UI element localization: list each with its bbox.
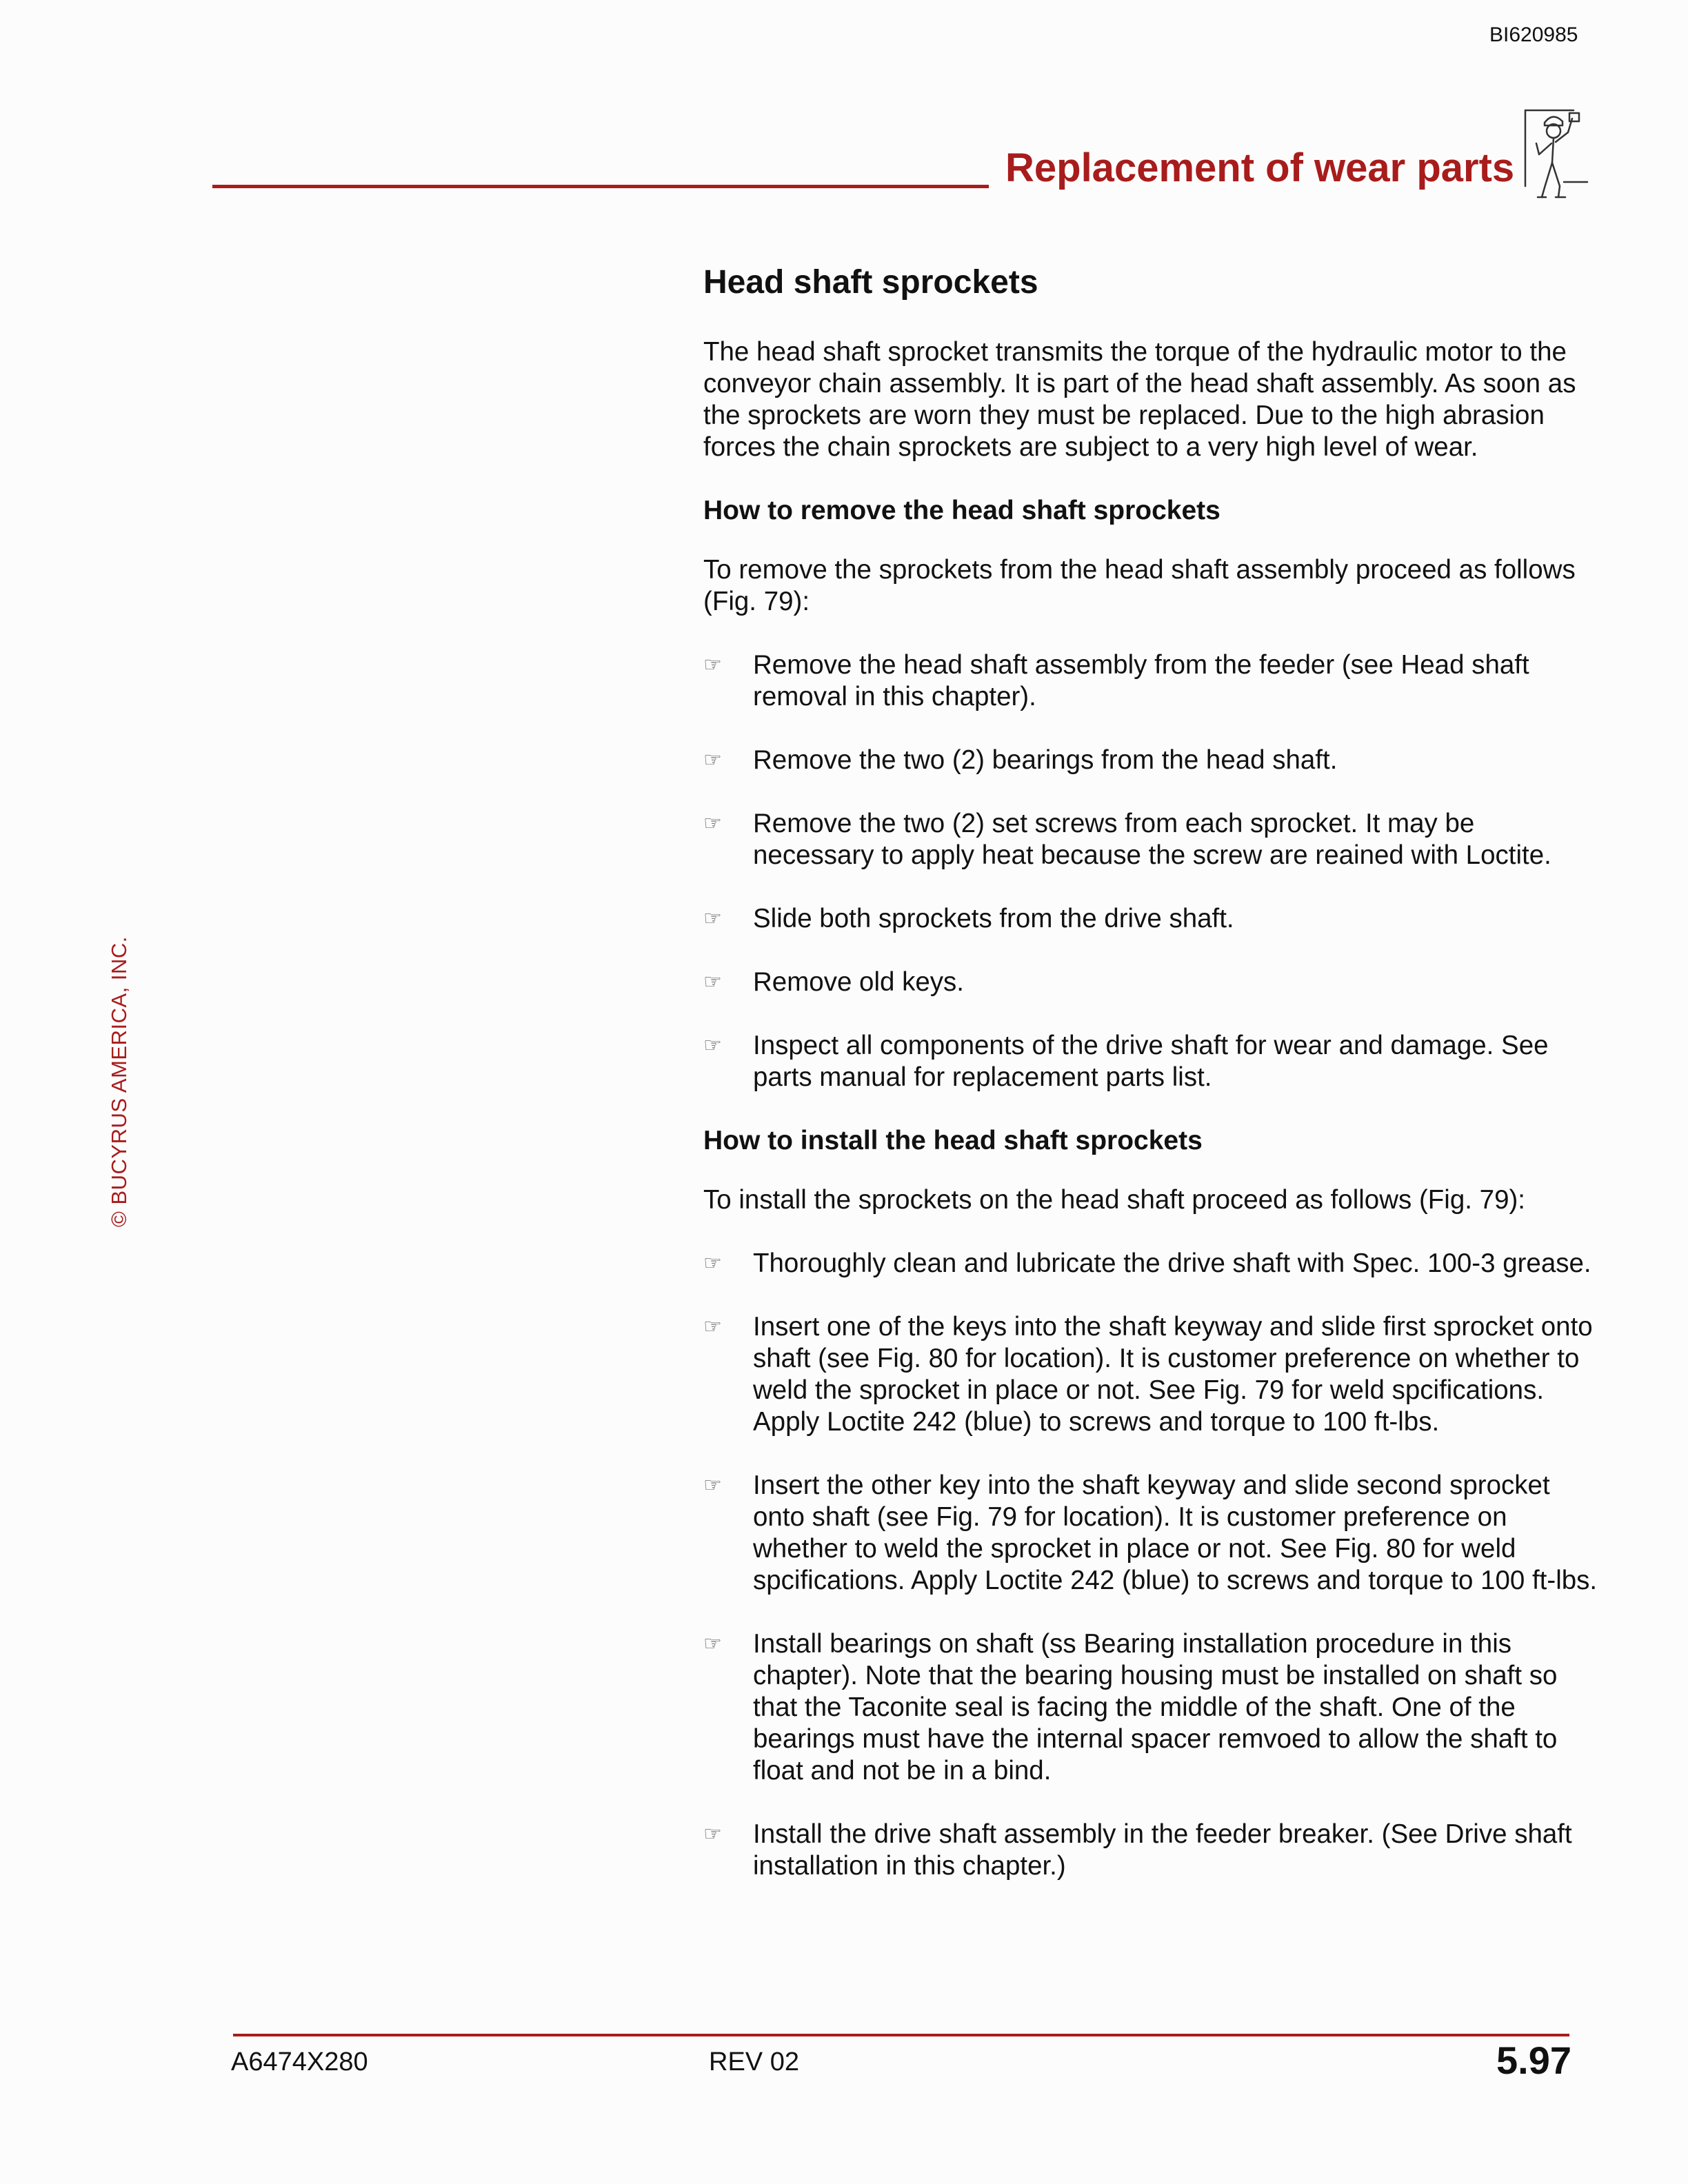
pointing-hand-icon: ☞ (703, 749, 722, 771)
remove-intro: To remove the sprockets from the head shaft assembly proceed as follows (Fig. 79): (703, 555, 1576, 616)
install-intro: To install the sprockets on the head shaft proceed as follows (Fig. 79): (703, 1185, 1525, 1215)
pointing-hand-icon: ☞ (703, 1474, 722, 1497)
pointing-hand-icon: ☞ (703, 1315, 722, 1338)
pointing-hand-icon: ☞ (703, 1632, 722, 1655)
step-text: Insert the other key into the shaft keyway and slide second sprocket onto shaft (see Fig. 79 for location). It is customer preference on whether to weld the sprocket in place or not. See Fig. 80 for weld spcifications. Apply Loctite 242 (blue) to screws and torque to 100 ft-lbs. (753, 1470, 1598, 1595)
list-item (703, 967, 1600, 998)
worker-icon (1521, 105, 1590, 200)
intro-paragraph: The head shaft sprocket transmits the torque of the hydraulic motor to the conveyor chain assembly. It is part of the head shaft assembly. As soon as the sprockets are worn they must be replaced. Due to the high abrasion forces the chain sprockets are subject to a very high level of wear. (703, 337, 1576, 462)
footer-revision: REV 02 (709, 2048, 799, 2076)
list-item (703, 649, 1600, 713)
pointing-hand-icon: ☞ (703, 907, 722, 930)
main-content (703, 262, 1600, 1914)
step-text: Inspect all components of the drive shaft for wear and damage. See parts manual for replacement parts list. (753, 1031, 1549, 1092)
step-text: Slide both sprockets from the drive shaft. (753, 904, 1234, 933)
pointing-hand-icon: ☞ (703, 1034, 722, 1057)
page-number: 5.97 (1496, 2039, 1571, 2082)
list-item (703, 745, 1600, 776)
step-text: Remove old keys. (753, 967, 964, 997)
list-item (703, 1470, 1600, 1597)
step-text: Insert one of the keys into the shaft keyway and slide first sprocket onto shaft (see Fig. 80 for location). It is customer preference on whether to weld the sprocket in place or not. See Fig. 79 for weld spcifications. Apply Loctite 242 (blue) to screws and torque to 100 ft-lbs. (753, 1312, 1593, 1437)
copyright-notice: © BUCYRUS AMERICA, INC. (107, 936, 131, 1227)
install-heading: How to install the head shaft sprockets (703, 1126, 1203, 1155)
step-text: Install the drive shaft assembly in the feeder breaker. (See Drive shaft installation in this chapter.) (753, 1819, 1572, 1881)
step-text: Remove the head shaft assembly from the feeder (see Head shaft removal in this chapter). (753, 650, 1529, 711)
step-text: Install bearings on shaft (ss Bearing installation procedure in this chapter). Note that the bearing housing must be installed on shaft so that the Taconite seal is facing the middle of the shaft. One of the bearings must have the internal spacer remvoed to allow the shaft to float and not be in a bind. (753, 1629, 1558, 1786)
pointing-hand-icon: ☞ (703, 1823, 722, 1846)
install-steps (703, 1248, 1600, 1882)
header-rule (212, 185, 989, 188)
list-item (703, 903, 1600, 935)
step-text: Remove the two (2) set screws from each sprocket. It may be necessary to apply heat because the screw are reained with Loctite. (753, 809, 1551, 870)
footer-rule (233, 2034, 1569, 2036)
page-title: Replacement of wear parts (1005, 145, 1515, 190)
section-title: Head shaft sprockets (703, 264, 1038, 301)
document-id: BI620985 (1489, 23, 1578, 46)
step-text: Thoroughly clean and lubricate the drive shaft with Spec. 100-3 grease. (753, 1248, 1591, 1278)
pointing-hand-icon: ☞ (703, 812, 722, 835)
list-item (703, 1819, 1600, 1882)
list-item (703, 1248, 1600, 1280)
pointing-hand-icon: ☞ (703, 1252, 722, 1275)
remove-heading: How to remove the head shaft sprockets (703, 496, 1220, 525)
list-item (703, 808, 1600, 871)
list-item (703, 1030, 1600, 1093)
pointing-hand-icon: ☞ (703, 971, 722, 993)
pointing-hand-icon: ☞ (703, 654, 722, 676)
remove-steps (703, 649, 1600, 1093)
footer-doc-number: A6474X280 (231, 2048, 368, 2076)
list-item (703, 1628, 1600, 1787)
list-item (703, 1311, 1600, 1438)
step-text: Remove the two (2) bearings from the head shaft. (753, 745, 1338, 775)
